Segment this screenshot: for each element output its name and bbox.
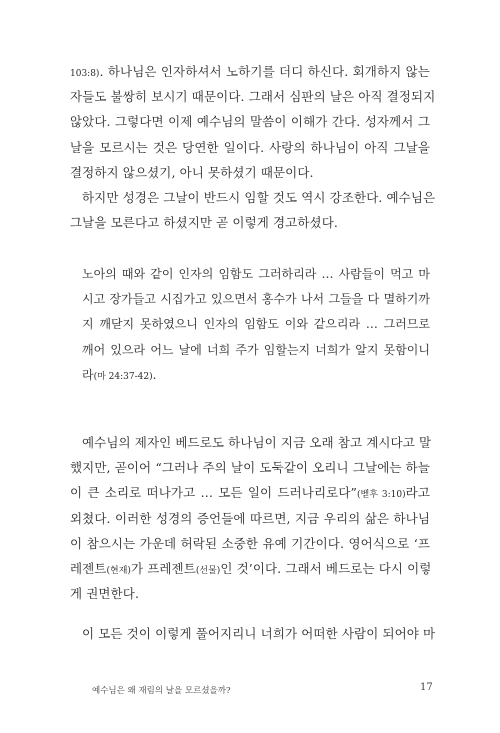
paragraph-3: [82, 430, 430, 455]
paragraph-2-continued: [70, 210, 430, 235]
text-line: 외쳤다. 이러한 성경의 증언들에 따르면, 지금 우리의 삶은 하나님: [70, 510, 430, 526]
citation: (마 24:37-42): [93, 371, 153, 382]
running-title: 예수님은 왜 재림의 날을 모르셨을까?: [92, 686, 231, 696]
paragraph-4: [82, 621, 436, 646]
quote-line: 노아의 때와 같이 인자의 임함도 그러하리라 … 사람들이 먹고 마: [82, 267, 430, 281]
text-line: 했지만, 곧이어 “그러나 주의 날이 도둑같이 오리니 그날에는 하늘: [70, 460, 430, 476]
text-line: 자들도 불쌍히 보시기 때문이다. 그래서 심판의 날은 아직 결정되지: [70, 89, 436, 105]
annotation: (현재): [106, 565, 131, 576]
paragraph-3-continued: [70, 455, 430, 606]
text-line: 하지만 성경은 그날이 반드시 임할 것도 역시 강조한다. 예수님은: [82, 190, 436, 205]
block-quote: [82, 262, 430, 388]
text-line: 103:8). 하나님은 인자하셔서 노하기를 더디 하신다. 회개하지 않는: [70, 64, 430, 79]
page-number: 17: [420, 682, 433, 693]
citation: (벧후 3:10): [357, 490, 406, 501]
text-line: 날을 모르시는 것은 당연한 일이다. 사랑의 하나님이 아직 그날을: [70, 139, 430, 155]
text-line: 게 권면한다.: [70, 586, 140, 602]
text-line: 이 모든 것이 이렇게 풀어지리니 너희가 어떠한 사람이 되어야 마: [82, 626, 436, 641]
quote-line: 깨어 있으라 어느 날에 너희 주가 임할는지 너희가 알지 못함이니: [82, 342, 430, 357]
text-line: 레젠트(현재)가 프레젠트(선물)인 것’이다. 그래서 베드로는 다시 이렇: [70, 560, 432, 576]
citation: 103:8): [70, 69, 100, 79]
text-line: 예수님의 제자인 베드로도 하나님이 지금 오래 참고 계시다고 말: [82, 435, 432, 450]
paragraph-1: [70, 59, 436, 185]
quote-line: 라(마 24:37-42).: [82, 367, 157, 382]
text-line: 결정하지 않으셨기, 아니 못하셨기 때문이다.: [70, 164, 314, 180]
text-line: 이 큰 소리로 떠나가고 … 모든 일이 드러나리로다”(벧후 3:10)라고: [70, 485, 430, 501]
text-line: 그날을 모른다고 하셨지만 곧 이렇게 경고하셨다.: [70, 215, 338, 231]
paragraph-2: [82, 185, 436, 210]
quote-line: 지 깨닫지 못하였으니 인자의 임함도 이와 같으리라 … 그러므로: [82, 317, 430, 332]
quote-line: 시고 장가들고 시집가고 있으면서 홍수가 나서 그들을 다 멸하기까: [82, 292, 430, 307]
text-line: 이 참으시는 가운데 허락된 소중한 유예 기간이다. 영어식으로 ‘프: [70, 535, 430, 551]
text-line: 않았다. 그렇다면 이제 예수님의 말씀이 이해가 간다. 성자께서 그: [70, 114, 430, 130]
annotation: (선물): [195, 565, 221, 576]
